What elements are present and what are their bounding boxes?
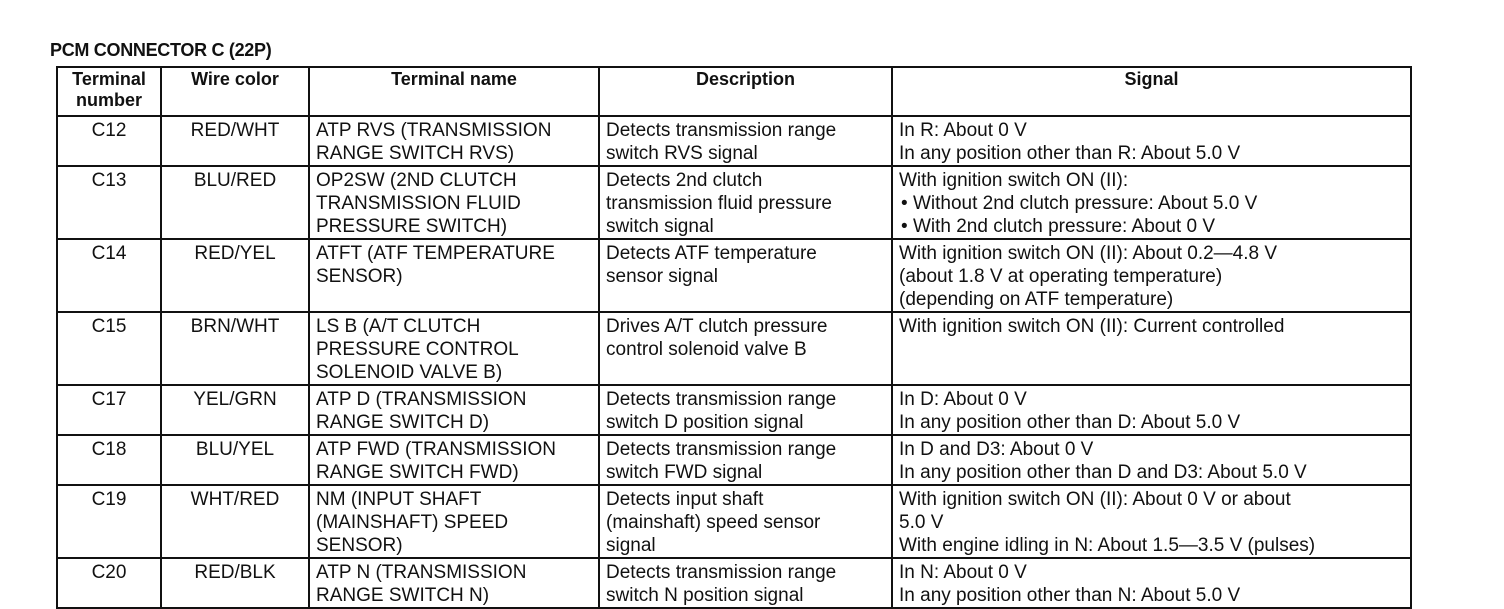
wire-color-cell: WHT/RED	[161, 485, 309, 558]
signal-cell	[892, 385, 1411, 435]
connector-title: PCM CONNECTOR C (22P)	[50, 40, 272, 60]
signal-cell	[892, 166, 1411, 239]
signal-bullet-line: • With 2nd clutch pressure: About 0 V	[899, 215, 1404, 238]
wire-color-cell: RED/YEL	[161, 239, 309, 312]
signal-cell	[892, 116, 1411, 166]
signal-cell	[892, 558, 1411, 608]
table-row	[57, 312, 1411, 385]
description-line: Drives A/T clutch pressure	[606, 316, 828, 337]
signal-line: In N: About 0 V	[899, 562, 1027, 583]
description-cell	[599, 558, 892, 608]
description-line: Detects transmission range	[606, 389, 837, 410]
description-line: Detects transmission range	[606, 562, 837, 583]
terminal-name-cell	[309, 116, 599, 166]
terminal-cell: C12	[57, 116, 161, 166]
description-cell	[599, 435, 892, 485]
terminal-name-line: ATP N (TRANSMISSION	[316, 562, 527, 583]
table-row	[57, 485, 1411, 558]
header-signal: Signal	[892, 67, 1411, 116]
description-cell	[599, 166, 892, 239]
table-row	[57, 558, 1411, 608]
signal-line: In any position other than R: About 5.0 V	[899, 143, 1241, 164]
description-cell	[599, 485, 892, 558]
description-line: Detects transmission range	[606, 439, 837, 460]
signal-line: (depending on ATF temperature)	[899, 289, 1174, 310]
terminal-name-line: (MAINSHAFT) SPEED	[316, 512, 509, 533]
description-line: switch FWD signal	[606, 462, 763, 483]
description-cell	[599, 116, 892, 166]
terminal-cell: C19	[57, 485, 161, 558]
description-line: sensor signal	[606, 266, 718, 287]
signal-cell	[892, 485, 1411, 558]
signal-line: With engine idling in N: About 1.5—3.5 V (pulses)	[899, 535, 1316, 556]
terminal-name-cell	[309, 166, 599, 239]
terminal-cell: C14	[57, 239, 161, 312]
signal-line: With ignition switch ON (II): About 0.2—4.8 V	[899, 243, 1278, 264]
terminal-cell: C17	[57, 385, 161, 435]
signal-cell	[892, 239, 1411, 312]
terminal-name-line: ATP FWD (TRANSMISSION	[316, 439, 556, 460]
signal-bullet-line: • Without 2nd clutch pressure: About 5.0 V	[899, 192, 1404, 215]
description-line: transmission fluid pressure	[606, 193, 832, 214]
description-line: control solenoid valve B	[606, 339, 807, 360]
wire-color-cell: YEL/GRN	[161, 385, 309, 435]
description-cell	[599, 312, 892, 385]
table-row	[57, 116, 1411, 166]
terminal-name-line: RANGE SWITCH RVS)	[316, 143, 515, 164]
wire-color-cell: BLU/YEL	[161, 435, 309, 485]
terminal-name-line: ATP D (TRANSMISSION	[316, 389, 527, 410]
terminal-name-line: PRESSURE CONTROL	[316, 339, 519, 360]
signal-line: With ignition switch ON (II):	[899, 170, 1129, 191]
terminal-cell: C15	[57, 312, 161, 385]
description-line: Detects transmission range	[606, 120, 837, 141]
table-row	[57, 385, 1411, 435]
description-cell	[599, 239, 892, 312]
terminal-cell: C20	[57, 558, 161, 608]
terminal-name-line: PRESSURE SWITCH)	[316, 216, 508, 237]
signal-line: In any position other than N: About 5.0 V	[899, 585, 1241, 606]
terminal-name-line: OP2SW (2ND CLUTCH	[316, 170, 517, 191]
description-line: switch N position signal	[606, 585, 804, 606]
signal-line: With ignition switch ON (II): About 0 V or about	[899, 489, 1291, 510]
signal-line: In R: About 0 V	[899, 120, 1027, 141]
terminal-name-line: TRANSMISSION FLUID	[316, 193, 521, 214]
terminal-name-line: ATP RVS (TRANSMISSION	[316, 120, 552, 141]
signal-line: (about 1.8 V at operating temperature)	[899, 266, 1223, 287]
header-description: Description	[599, 67, 892, 116]
table-header-row	[57, 67, 1411, 116]
terminal-name-line: RANGE SWITCH N)	[316, 585, 490, 606]
terminal-name-line: NM (INPUT SHAFT	[316, 489, 482, 510]
terminal-name-line: SENSOR)	[316, 535, 403, 556]
signal-line: 5.0 V	[899, 512, 944, 533]
description-cell	[599, 385, 892, 435]
header-terminal-number: Terminal number	[57, 67, 161, 116]
description-line: signal	[606, 535, 656, 556]
terminal-cell: C13	[57, 166, 161, 239]
terminal-name-cell	[309, 435, 599, 485]
terminal-name-cell	[309, 485, 599, 558]
description-line: switch RVS signal	[606, 143, 758, 164]
terminal-name-line: SOLENOID VALVE B)	[316, 362, 503, 383]
table-row	[57, 435, 1411, 485]
table-row	[57, 239, 1411, 312]
wire-color-cell: RED/BLK	[161, 558, 309, 608]
terminal-name-line: RANGE SWITCH FWD)	[316, 462, 519, 483]
terminal-name-line: ATFT (ATF TEMPERATURE	[316, 243, 555, 264]
header-terminal-name: Terminal name	[309, 67, 599, 116]
terminal-name-cell	[309, 239, 599, 312]
terminal-name-line: SENSOR)	[316, 266, 403, 287]
signal-line: In any position other than D and D3: About 5.0 V	[899, 462, 1307, 483]
signal-line: In D: About 0 V	[899, 389, 1027, 410]
signal-line: In D and D3: About 0 V	[899, 439, 1094, 460]
signal-line: In any position other than D: About 5.0 V	[899, 412, 1241, 433]
terminal-name-cell	[309, 312, 599, 385]
terminal-name-line: RANGE SWITCH D)	[316, 412, 490, 433]
connector-pin-table	[56, 66, 1412, 609]
header-wire-color: Wire color	[161, 67, 309, 116]
terminal-cell: C18	[57, 435, 161, 485]
signal-cell	[892, 435, 1411, 485]
wire-color-cell: BLU/RED	[161, 166, 309, 239]
description-line: (mainshaft) speed sensor	[606, 512, 821, 533]
description-line: Detects input shaft	[606, 489, 764, 510]
description-line: switch signal	[606, 216, 714, 237]
wire-color-cell: RED/WHT	[161, 116, 309, 166]
description-line: Detects 2nd clutch	[606, 170, 763, 191]
terminal-name-cell	[309, 385, 599, 435]
description-line: switch D position signal	[606, 412, 804, 433]
signal-cell	[892, 312, 1411, 385]
terminal-name-line: LS B (A/T CLUTCH	[316, 316, 481, 337]
terminal-name-cell	[309, 558, 599, 608]
table-row	[57, 166, 1411, 239]
description-line: Detects ATF temperature	[606, 243, 817, 264]
wire-color-cell: BRN/WHT	[161, 312, 309, 385]
signal-line: With ignition switch ON (II): Current controlled	[899, 316, 1285, 337]
